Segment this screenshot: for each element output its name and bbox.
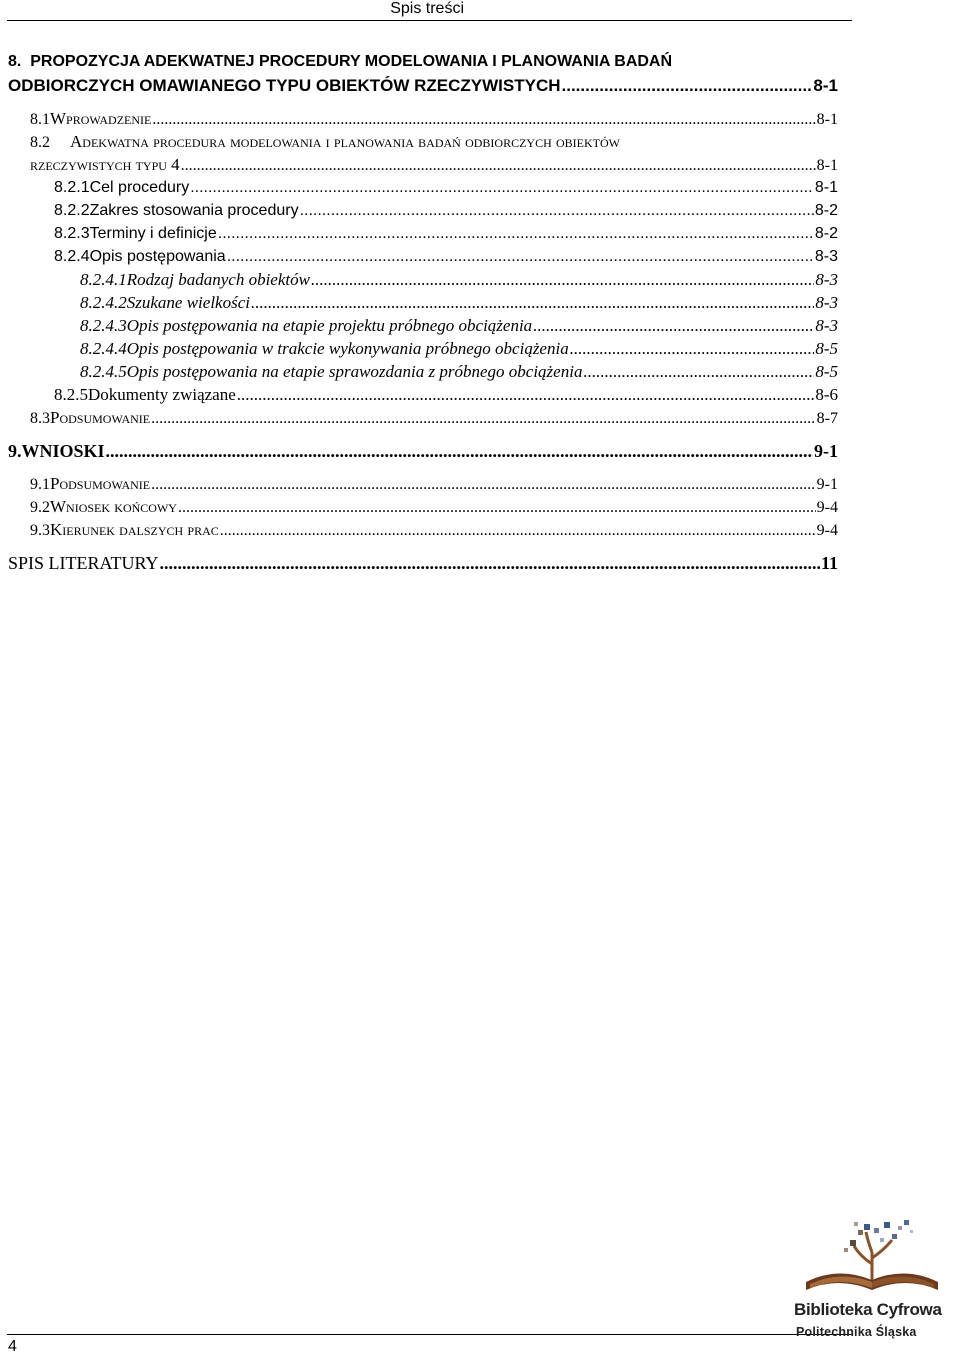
toc-number: 8.2.1	[54, 179, 90, 196]
dot-leader	[237, 385, 815, 405]
toc-title: WNIOSKI	[21, 441, 105, 461]
toc-title: Wniosek końcowy	[50, 497, 177, 516]
toc-title: Cel procedury	[89, 179, 190, 196]
toc-page: 8-1	[813, 76, 838, 95]
toc-number: 8.2.5	[54, 385, 88, 404]
toc-title: Zakres stosowania procedury	[89, 202, 299, 219]
toc-title: Wprowadzenie	[50, 109, 152, 128]
dot-leader	[181, 156, 816, 176]
toc-number: 8.2.4	[54, 248, 90, 265]
biblioteka-cyfrowa-logo	[788, 1218, 956, 1352]
toc-entry-9-3[interactable]	[30, 520, 838, 541]
toc-page: 8-1	[814, 179, 838, 196]
toc-number: 9.	[8, 441, 22, 461]
logo-line2: Politechnika Śląska	[796, 1325, 917, 1339]
toc-number: 9.2	[30, 499, 50, 516]
toc-number: 9.3	[30, 522, 50, 539]
dot-leader	[220, 521, 816, 541]
dot-leader	[533, 316, 814, 336]
page-header-title: Spis treści	[390, 0, 464, 17]
toc-page: 8-6	[815, 385, 838, 404]
dot-leader	[190, 178, 814, 198]
toc-title: ODBIORCZYCH OMAWIANEGO TYPU OBIEKTÓW RZECZYWISTYCH	[8, 76, 561, 95]
toc-number: 8.2	[30, 134, 50, 151]
dot-leader	[106, 441, 813, 461]
toc-number: 9.1	[30, 476, 50, 493]
toc-entry-8-line1[interactable]	[8, 52, 672, 72]
toc-entry-8-2-4-4[interactable]	[80, 339, 838, 359]
toc-page: 11	[820, 553, 838, 573]
dot-leader	[178, 498, 816, 518]
toc-page: 8-3	[814, 248, 838, 265]
toc-title: Podsumowanie	[50, 408, 151, 427]
toc-number: 8.1	[30, 111, 50, 128]
toc-entry-8-2-line1[interactable]	[30, 132, 620, 153]
toc-title: Dokumenty związane	[88, 385, 236, 404]
toc-title: Szukane wielkości	[126, 293, 250, 312]
page-number: 4	[8, 1338, 17, 1355]
toc-entry-spis-literatury[interactable]	[8, 553, 838, 573]
dot-leader	[218, 224, 814, 244]
toc-page: 8-5	[815, 362, 838, 381]
toc-entry-8-2-3[interactable]	[54, 224, 838, 244]
toc-entry-9-1[interactable]	[30, 474, 838, 495]
toc-number: 8.	[8, 53, 22, 70]
toc-page: 8-3	[815, 316, 838, 335]
toc-title: Rodzaj badanych obiektów	[126, 270, 310, 289]
toc-page: 8-1	[816, 157, 838, 174]
toc-number: 8.3	[30, 410, 50, 427]
toc-number: 8.2.2	[54, 202, 90, 219]
toc-title: Kierunek dalszych prac	[50, 520, 219, 539]
dot-leader	[583, 362, 814, 382]
dot-leader	[251, 293, 814, 313]
toc-entry-8-1[interactable]	[30, 109, 838, 130]
logo-line1: Biblioteka Cyfrowa	[794, 1300, 942, 1319]
toc-entry-8-line2[interactable]	[8, 76, 838, 96]
toc-entry-8-2-5[interactable]	[54, 385, 838, 405]
toc-page: 8-3	[815, 293, 838, 312]
dot-leader	[570, 339, 815, 359]
toc-title: Terminy i definicje	[89, 225, 217, 242]
toc-number: 8.2.3	[54, 225, 90, 242]
toc-page: 8-5	[815, 339, 838, 358]
dot-leader	[562, 76, 813, 96]
book-tree-icon	[788, 1218, 956, 1298]
toc-entry-8-2-4[interactable]	[54, 247, 838, 267]
toc-title: rzeczywistych typu 4	[30, 155, 180, 174]
toc-entry-8-2-4-5[interactable]	[80, 362, 838, 382]
dot-leader	[152, 110, 815, 130]
dot-leader	[227, 247, 814, 267]
toc-page: 8-2	[814, 225, 838, 242]
toc-page: 8-1	[816, 111, 838, 128]
toc-page: 8-7	[816, 410, 838, 427]
toc-number: 8.2.4.4	[80, 339, 127, 358]
toc-entry-8-2-4-3[interactable]	[80, 316, 838, 336]
toc-title: Podsumowanie	[50, 474, 151, 493]
toc-number: 8.2.4.1	[80, 270, 127, 289]
toc-entry-8-2-4-2[interactable]	[80, 293, 838, 313]
header-rule	[7, 20, 852, 21]
toc-title: Opis postępowania w trakcie wykonywania próbnego obciążenia	[126, 339, 569, 358]
toc-title: Opis postępowania na etapie projektu próbnego obciążenia	[126, 316, 533, 335]
toc-page: 9-4	[816, 522, 838, 539]
toc-page: 9-4	[816, 499, 838, 516]
toc-title: Adekwatna procedura modelowania i planowania badań odbiorczych obiektów	[70, 132, 620, 151]
toc-page: 9-1	[814, 441, 838, 461]
toc-entry-8-2-1[interactable]	[54, 178, 838, 198]
toc-entry-8-2-line2[interactable]	[30, 155, 838, 176]
dot-leader	[151, 475, 816, 495]
toc-title: PROPOZYCJA ADEKWATNEJ PROCEDURY MODELOWANIA I PLANOWANIA BADAŃ	[30, 53, 673, 70]
toc-entry-8-3[interactable]	[30, 408, 838, 429]
dot-leader	[300, 201, 814, 221]
toc-number: 8.2.4.5	[80, 362, 127, 381]
dot-leader	[311, 270, 814, 290]
toc-page: 8-3	[815, 270, 838, 289]
dot-leader	[160, 553, 820, 573]
toc-number: 8.2.4.2	[80, 293, 127, 312]
toc-entry-8-2-4-1[interactable]	[80, 270, 838, 290]
toc-title: SPIS LITERATURY	[8, 553, 159, 573]
toc-entry-8-2-2[interactable]	[54, 201, 838, 221]
toc-entry-9[interactable]	[8, 441, 838, 461]
footer-rule	[7, 1334, 852, 1335]
toc-entry-9-2[interactable]	[30, 497, 838, 518]
toc-page: 8-2	[814, 202, 838, 219]
toc-page: 9-1	[816, 476, 838, 493]
toc-number: 8.2.4.3	[80, 316, 127, 335]
toc-title: Opis postępowania na etapie sprawozdania z próbnego obciążenia	[126, 362, 583, 381]
toc-title: Opis postępowania	[89, 248, 226, 265]
dot-leader	[151, 409, 816, 429]
